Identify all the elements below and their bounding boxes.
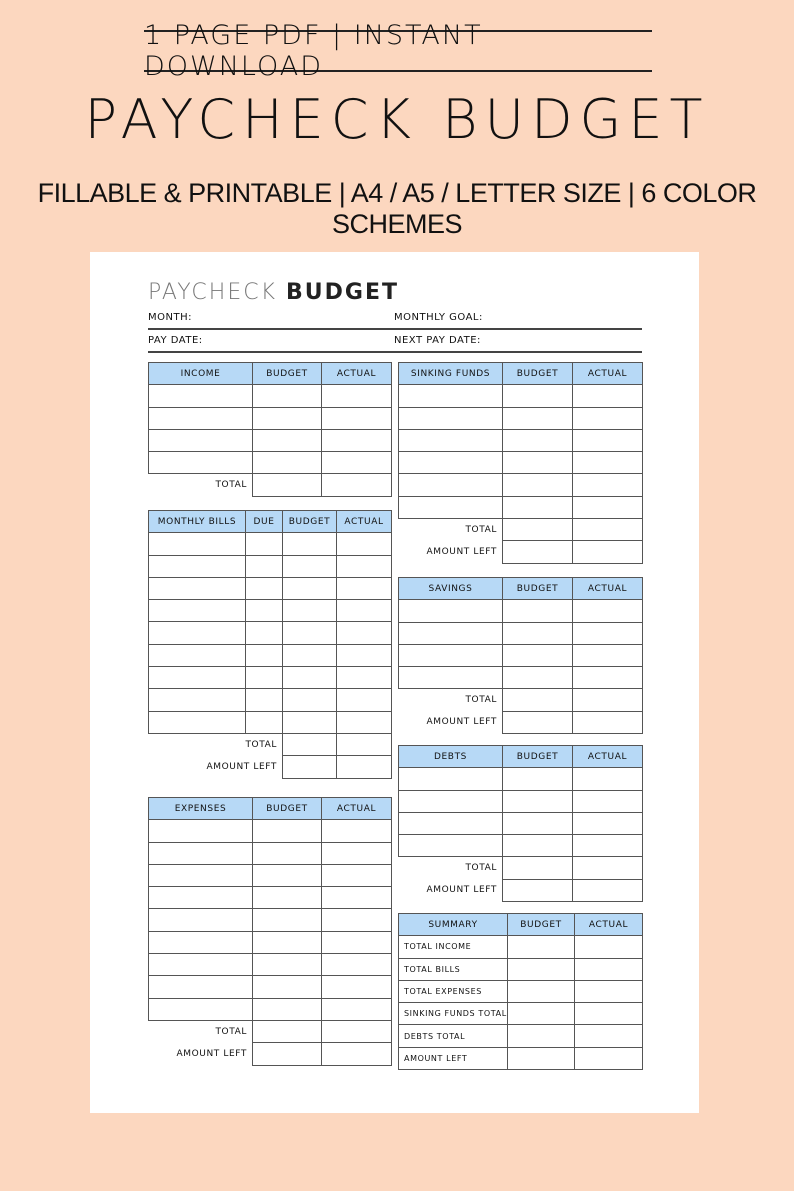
summary-label: DEBTS TOTAL <box>399 1025 508 1047</box>
total-row[interactable] <box>399 857 643 879</box>
banner-top: 1 PAGE PDF | INSTANT DOWNLOAD <box>144 30 652 72</box>
total-row[interactable] <box>399 689 643 711</box>
budget-header: BUDGET <box>503 578 573 600</box>
total-row[interactable] <box>149 1020 392 1042</box>
actual-header: ACTUAL <box>573 578 643 600</box>
table-row[interactable] <box>399 622 643 644</box>
table-row[interactable] <box>149 555 392 577</box>
table-row[interactable] <box>149 644 392 666</box>
amount-left-label: AMOUNT LEFT <box>176 1048 247 1059</box>
sinking-funds-table <box>398 362 643 564</box>
amount-left-row[interactable] <box>399 879 643 901</box>
table-row[interactable] <box>149 998 392 1020</box>
summary-label: SINKING FUNDS TOTAL <box>399 1003 508 1025</box>
table-row[interactable] <box>399 835 643 857</box>
monthly-bills-header: MONTHLY BILLS <box>149 511 246 533</box>
amount-left-label: AMOUNT LEFT <box>426 717 497 728</box>
title-light: PAYCHECK <box>148 280 287 305</box>
budget-header: BUDGET <box>503 746 573 768</box>
budget-header: BUDGET <box>508 914 575 936</box>
table-row[interactable] <box>149 954 392 976</box>
actual-header: ACTUAL <box>575 914 643 936</box>
table-row[interactable] <box>149 429 392 451</box>
table-row[interactable] <box>149 689 392 711</box>
sinking-funds-header: SINKING FUNDS <box>399 363 503 385</box>
amount-left-label: AMOUNT LEFT <box>426 547 497 558</box>
table-row[interactable] <box>149 385 392 407</box>
total-row[interactable] <box>149 733 392 755</box>
table-row[interactable] <box>149 909 392 931</box>
banner-subtitle: FILLABLE & PRINTABLE | A4 / A5 / LETTER SIZE | 6 COLOR SCHEMES <box>37 178 757 239</box>
savings-header: SAVINGS <box>399 578 503 600</box>
amount-left-row[interactable] <box>399 711 643 733</box>
total-label: TOTAL <box>465 524 497 535</box>
expenses-table <box>148 797 392 1066</box>
table-row[interactable] <box>149 842 392 864</box>
summary-label: TOTAL BILLS <box>399 958 508 980</box>
table-row[interactable] <box>399 496 643 518</box>
summary-row[interactable] <box>399 1003 643 1025</box>
table-row[interactable] <box>149 820 392 842</box>
actual-header: ACTUAL <box>322 363 392 385</box>
page-title <box>148 280 399 305</box>
table-row[interactable] <box>399 768 643 790</box>
summary-label: AMOUNT LEFT <box>399 1047 508 1069</box>
table-row[interactable] <box>149 600 392 622</box>
amount-left-label: AMOUNT LEFT <box>206 761 277 772</box>
table-row[interactable] <box>149 577 392 599</box>
actual-header: ACTUAL <box>573 363 643 385</box>
actual-header: ACTUAL <box>573 746 643 768</box>
income-header: INCOME <box>149 363 253 385</box>
table-row[interactable] <box>149 931 392 953</box>
summary-row[interactable] <box>399 1047 643 1069</box>
table-row[interactable] <box>149 864 392 886</box>
table-row[interactable] <box>399 407 643 429</box>
actual-header: ACTUAL <box>322 798 392 820</box>
summary-row[interactable] <box>399 936 643 958</box>
table-row[interactable] <box>399 644 643 666</box>
budget-header: BUDGET <box>253 363 322 385</box>
table-row[interactable] <box>399 474 643 496</box>
table-row[interactable] <box>399 667 643 689</box>
table-row[interactable] <box>149 452 392 474</box>
amount-left-row[interactable] <box>149 1043 392 1065</box>
monthly-goal-field[interactable]: MONTHLY GOAL: <box>394 310 642 330</box>
table-row[interactable] <box>149 711 392 733</box>
pay-date-field[interactable]: PAY DATE: <box>148 333 394 353</box>
table-row[interactable] <box>399 600 643 622</box>
amount-left-row[interactable] <box>399 541 643 563</box>
total-label: TOTAL <box>215 480 247 491</box>
table-row[interactable] <box>149 407 392 429</box>
summary-row[interactable] <box>399 980 643 1002</box>
table-row[interactable] <box>149 887 392 909</box>
table-row[interactable] <box>149 667 392 689</box>
next-pay-date-field[interactable]: NEXT PAY DATE: <box>394 333 642 353</box>
summary-table <box>398 913 643 1070</box>
debts-table <box>398 745 643 902</box>
expenses-header: EXPENSES <box>149 798 253 820</box>
banner-title: PAYCHECK BUDGET <box>84 88 710 151</box>
table-row[interactable] <box>399 452 643 474</box>
table-row[interactable] <box>399 812 643 834</box>
summary-header: SUMMARY <box>399 914 508 936</box>
total-label: TOTAL <box>215 1026 247 1037</box>
budget-header: BUDGET <box>503 363 573 385</box>
summary-label: TOTAL INCOME <box>399 936 508 958</box>
total-row[interactable] <box>149 474 392 496</box>
debts-header: DEBTS <box>399 746 503 768</box>
actual-header: ACTUAL <box>337 511 392 533</box>
summary-row[interactable] <box>399 1025 643 1047</box>
due-header: DUE <box>246 511 283 533</box>
table-row[interactable] <box>399 429 643 451</box>
income-table <box>148 362 392 497</box>
budget-header: BUDGET <box>283 511 337 533</box>
table-row[interactable] <box>399 385 643 407</box>
title-bold: BUDGET <box>286 280 400 305</box>
monthly-bills-table <box>148 510 392 779</box>
month-field[interactable]: MONTH: <box>148 310 394 330</box>
summary-row[interactable] <box>399 958 643 980</box>
total-label: TOTAL <box>465 863 497 874</box>
table-row[interactable] <box>149 533 392 555</box>
summary-label: TOTAL EXPENSES <box>399 980 508 1002</box>
budget-header: BUDGET <box>253 798 322 820</box>
amount-left-label: AMOUNT LEFT <box>426 885 497 896</box>
budget-sheet <box>90 252 699 1113</box>
table-row[interactable] <box>149 976 392 998</box>
total-label: TOTAL <box>245 739 277 750</box>
savings-table <box>398 577 643 734</box>
total-row[interactable] <box>399 519 643 541</box>
table-row[interactable] <box>149 622 392 644</box>
total-label: TOTAL <box>465 695 497 706</box>
amount-left-row[interactable] <box>149 756 392 778</box>
table-row[interactable] <box>399 790 643 812</box>
